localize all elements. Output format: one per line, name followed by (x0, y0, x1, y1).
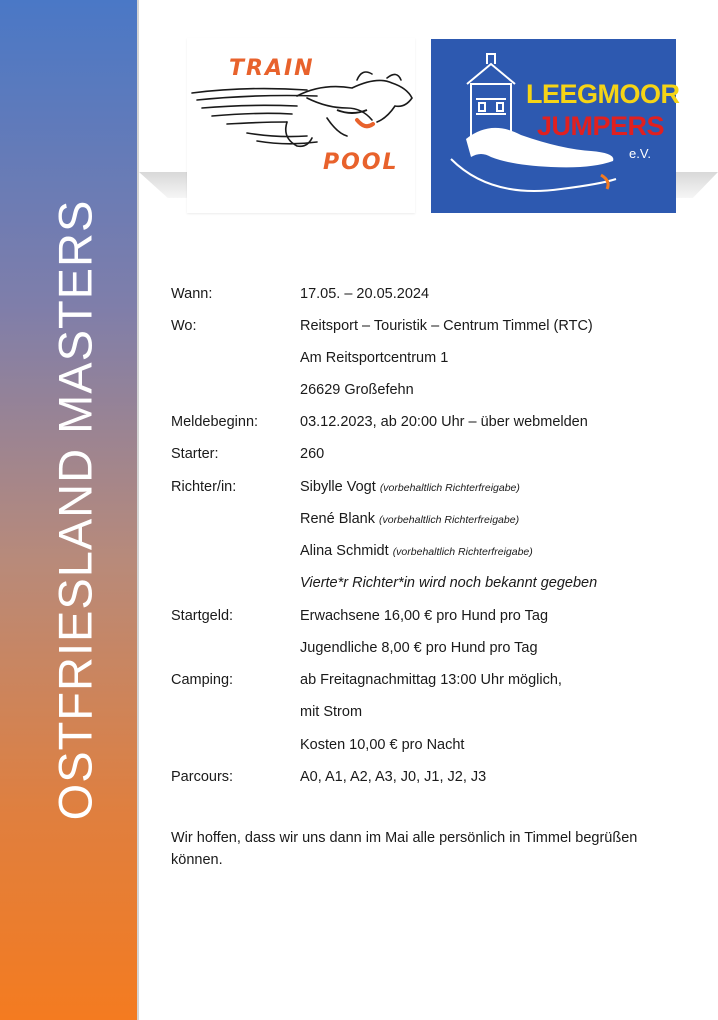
value-startgeld-line: Jugendliche 8,00 € pro Hund pro Tag (300, 640, 538, 656)
sidebar-banner (0, 0, 137, 1020)
label-meldebeginn: Meldebeginn: (171, 414, 259, 430)
judge-note: (vorbehaltlich Richterfreigabe) (379, 514, 520, 526)
value-wo-line: 26629 Großefehn (300, 382, 414, 398)
value-camping-line: Kosten 10,00 € pro Nacht (300, 737, 465, 753)
leegmoor-jumpers-logo (431, 39, 680, 213)
judge-entry (300, 511, 519, 527)
judge-extra: Vierte*r Richter*in wird noch bekannt gegeben (300, 575, 598, 591)
logo-word-leegmoor: LEEGMOOR (526, 79, 680, 109)
value-wo-line: Am Reitsportcentrum 1 (300, 350, 449, 366)
value-meldebeginn: 03.12.2023, ab 20:00 Uhr – über webmelden (300, 414, 588, 430)
judge-note: (vorbehaltlich Richterfreigabe) (379, 482, 520, 494)
label-camping: Camping: (171, 672, 234, 688)
judge-name: Sibylle Vogt (300, 479, 376, 495)
dog-sketch-icon (187, 38, 415, 213)
ribbon-shadow-right (676, 172, 718, 198)
judge-entry (300, 543, 533, 559)
value-camping-line: ab Freitagnachmittag 13:00 Uhr möglich, (300, 672, 562, 688)
judge-name: René Blank (300, 511, 375, 527)
value-startgeld-line: Erwachsene 16,00 € pro Hund pro Tag (300, 608, 549, 624)
logo-word-jumpers: JUMPERS (537, 111, 665, 141)
label-richter: Richter/in: (171, 479, 237, 495)
label-starter: Starter: (171, 446, 219, 462)
label-wo: Wo: (171, 318, 197, 334)
judge-name: Alina Schmidt (300, 543, 389, 559)
sidebar-title: OSTFRIESLAND MASTERS (48, 199, 102, 821)
judge-entry (300, 479, 520, 495)
ribbon-shadow-left (139, 172, 187, 198)
logo-word-ev: e.V. (629, 146, 651, 161)
value-camping-line: mit Strom (300, 704, 363, 720)
sidebar-divider (137, 0, 139, 1020)
closing-text: Wir hoffen, dass wir uns dann im Mai alle persönlich in Timmel begrüßen können. (171, 830, 638, 868)
value-wann: 17.05. – 20.05.2024 (300, 286, 430, 302)
train-pool-logo (187, 38, 415, 213)
logo-word-pool: POOL (323, 150, 399, 175)
label-startgeld: Startgeld: (171, 608, 234, 624)
judge-note: (vorbehaltlich Richterfreigabe) (392, 546, 533, 558)
logo-word-train: TRAIN (229, 56, 315, 81)
value-parcours: A0, A1, A2, A3, J0, J1, J2, J3 (300, 769, 487, 785)
label-wann: Wann: (171, 286, 213, 302)
value-starter: 260 (300, 446, 325, 462)
value-wo-line: Reitsport – Touristik – Centrum Timmel (RTC) (300, 318, 593, 334)
label-parcours: Parcours: (171, 769, 234, 785)
